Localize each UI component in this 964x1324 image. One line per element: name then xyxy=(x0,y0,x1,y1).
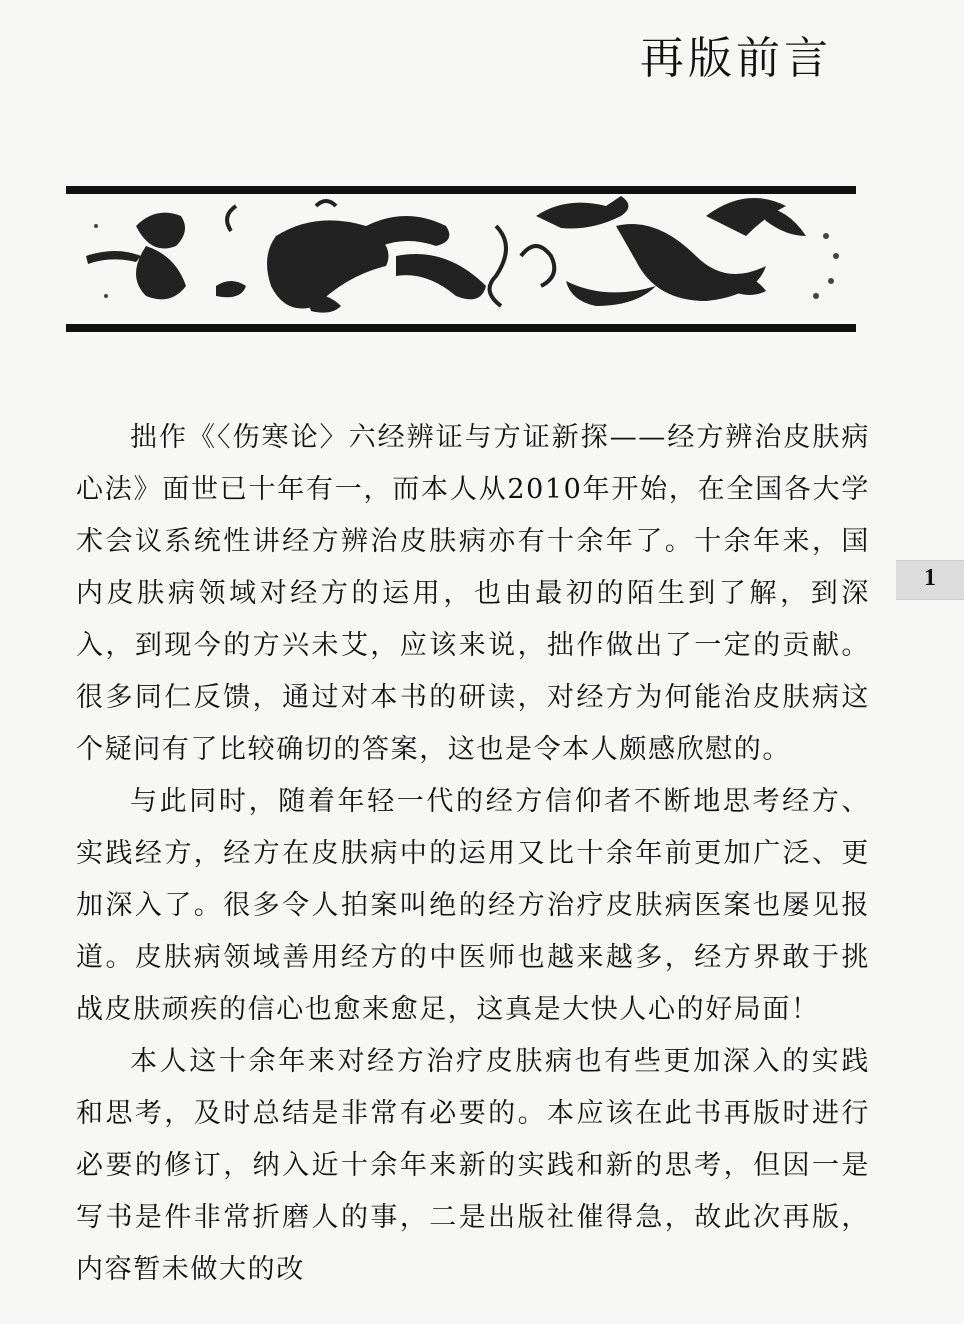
body-text xyxy=(76,412,870,1296)
paragraph: 与此同时，随着年轻一代的经方信仰者不断地思考经方、实践经方，经方在皮肤病中的运用又比十余年前更加广泛、更加深入了。很多令人拍案叫绝的经方治疗皮肤病医案也屡见报道。皮肤病领域善用经方的中医师也越来越多，经方界敢于挑战皮肤顽疾的信心也愈来愈足，这真是大快人心的好局面！ xyxy=(76,786,870,1025)
page-number: 1 xyxy=(924,565,936,591)
page-number-tab xyxy=(896,560,964,600)
paragraph: 拙作《〈伤寒论〉六经辨证与方证新探——经方辨治皮肤病心法》面世已十年有一，而本人从2010年开始，在全国各大学术会议系统性讲经方辨治皮肤病亦有十余年了。十余年来，国内皮肤病领域对经方的运用，也由最初的陌生到了解，到深入，到现今的方兴未艾，应该来说，拙作做出了一定的贡献。很多同仁反馈，通过对本书的研读，对经方为何能治皮肤病这个疑问有了比较确切的答案，这也是令本人颇感欣慰的。 xyxy=(76,422,870,765)
page-title: 再版前言 xyxy=(640,33,832,84)
dragon-phoenix-banner-icon xyxy=(66,186,856,332)
paragraph: 本人这十余年来对经方治疗皮肤病也有些更加深入的实践和思考，及时总结是非常有必要的。本应该在此书再版时进行必要的修订，纳入近十余年来新的实践和新的思考，但因一是写书是件非常折磨人的事，二是出版社催得急，故此次再版，内容暂未做大的改 xyxy=(76,1046,870,1285)
